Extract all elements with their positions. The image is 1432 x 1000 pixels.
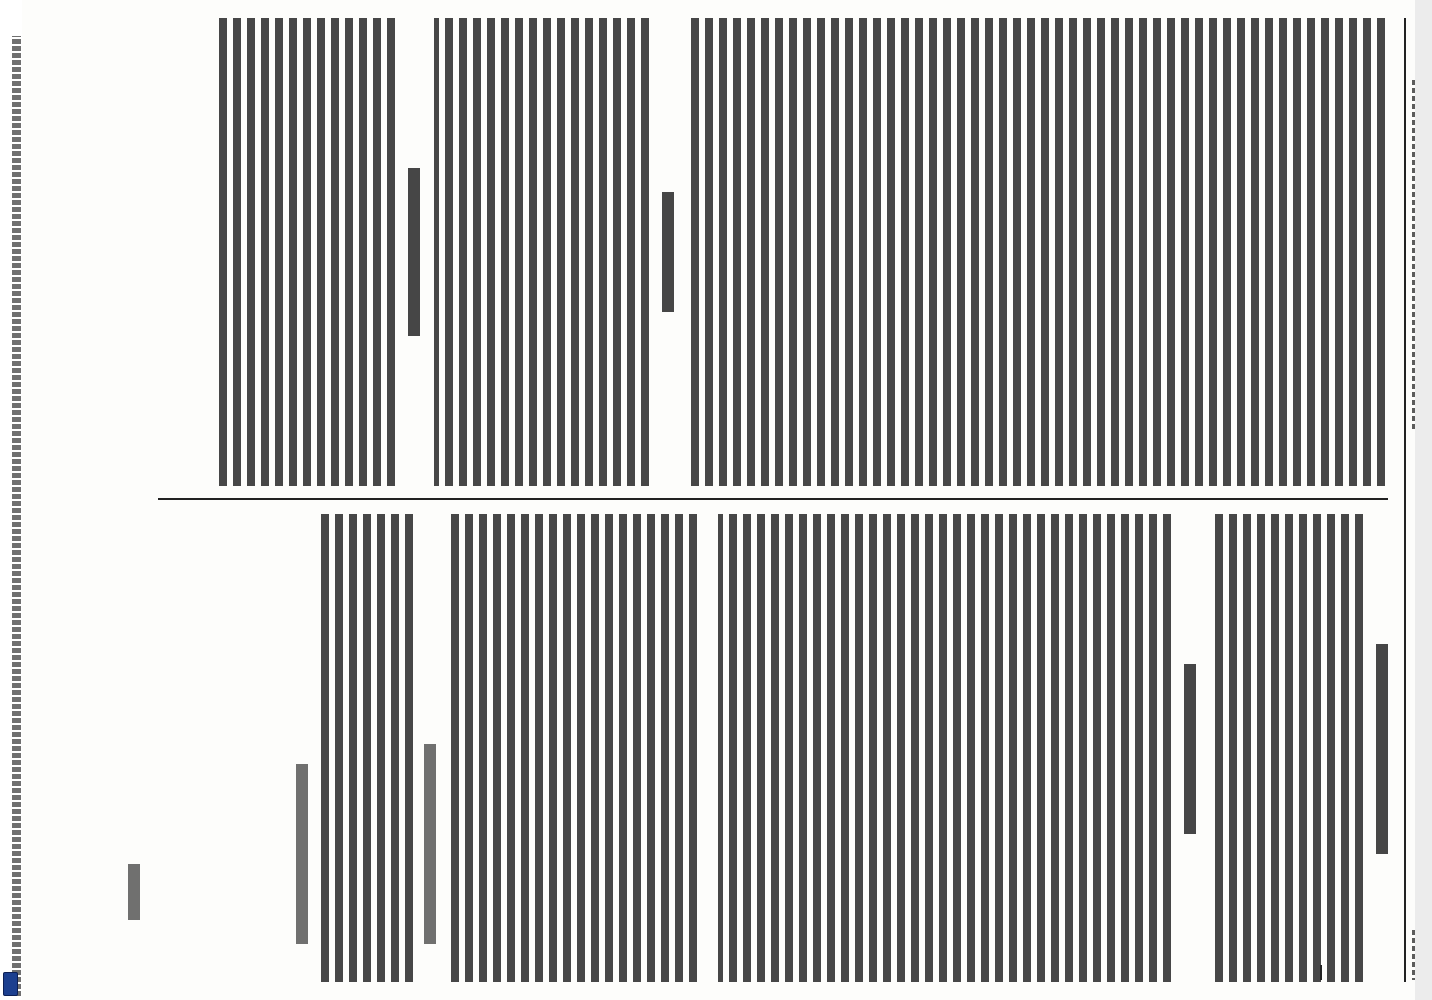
column-divider bbox=[158, 498, 1388, 500]
section-heading-absent-without-excuse bbox=[1184, 664, 1196, 834]
scan-margin-mark bbox=[1320, 965, 1322, 980]
section-heading-sick bbox=[662, 192, 674, 312]
section-heading-excused bbox=[1376, 644, 1388, 854]
closing-statement bbox=[318, 514, 416, 982]
absent-list-block bbox=[718, 514, 1174, 982]
applause-note bbox=[424, 744, 436, 944]
column-right bbox=[128, 514, 1388, 982]
scan-edge bbox=[1415, 0, 1432, 1000]
header-rule bbox=[1404, 18, 1406, 982]
column-left bbox=[128, 18, 1388, 486]
sheet-signature-mark bbox=[128, 864, 140, 920]
approval-note bbox=[296, 764, 308, 944]
leave-list-block bbox=[218, 18, 398, 486]
excused-list-block bbox=[1210, 514, 1366, 982]
section-heading-on-leave bbox=[408, 168, 420, 336]
presidential-statement bbox=[446, 514, 700, 982]
sick-list-block bbox=[434, 18, 652, 486]
name-list-block bbox=[688, 18, 1388, 486]
